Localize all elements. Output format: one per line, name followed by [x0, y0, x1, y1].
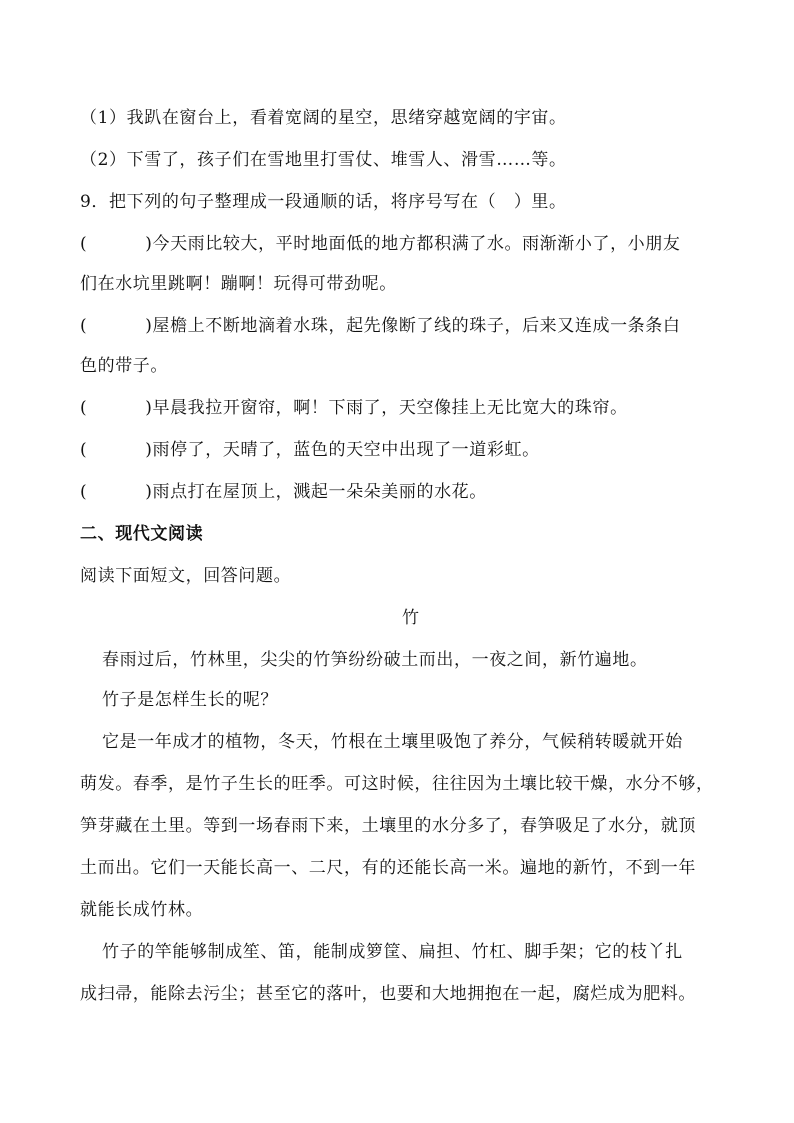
q9-item-4: [80, 440, 540, 460]
answer-paren-close: ): [145, 398, 153, 418]
q9-item-5: [80, 482, 487, 502]
q9-item-3: [80, 398, 628, 418]
article-title: 竹: [402, 608, 420, 628]
paragraph-3-line: 土而出。它们一天能长高一、二尺，有的还能长高一米。遍地的新竹，不到一年: [80, 858, 696, 878]
answer-paren-close: ): [145, 316, 153, 336]
answer-paren-open: (: [80, 482, 88, 502]
sentence-2: （2）下雪了，孩子们在雪地里打雪仗、堆雪人、滑雪……等。: [80, 150, 567, 170]
q9-item-text: 今天雨比较大，平时地面低的地方都积满了水。雨渐渐小了，小朋友: [152, 234, 681, 254]
q9-item-2-continued: 色的带子。: [80, 356, 168, 376]
paragraph-4-line: 竹子的竿能够制成笙、笛，能制成箩筐、扁担、竹杠、脚手架；它的枝丫扎: [102, 942, 683, 962]
q9-item-text: 早晨我拉开窗帘，啊！下雨了，天空像挂上无比宽大的珠帘。: [152, 398, 628, 418]
q9-item-text: 雨停了，天晴了，蓝色的天空中出现了一道彩虹。: [152, 440, 540, 460]
q9-item-text: 屋檐上不断地滴着水珠，起先像断了线的珠子，后来又连成一条条白: [152, 316, 681, 336]
paragraph-3-line: 笋芽藏在土里。等到一场春雨下来，土壤里的水分多了，春笋吸足了水分，就顶: [80, 816, 696, 836]
paragraph-2: 竹子是怎样生长的呢？: [102, 690, 278, 710]
answer-paren-open: (: [80, 398, 88, 418]
sentence-1: （1）我趴在窗台上，看着宽阔的星空，思绪穿越宽阔的宇宙。: [80, 108, 567, 128]
paragraph-3-line: 它是一年成才的植物，冬天，竹根在土壤里吸饱了养分，气候稍转暖就开始: [102, 732, 683, 752]
paragraph-4-line: 成扫帚，能除去污尘；甚至它的落叶，也要和大地拥抱在一起，腐烂成为肥料。: [80, 984, 696, 1004]
q9-item-text: 雨点打在屋顶上，溅起一朵朵美丽的水花。: [152, 482, 487, 502]
q9-item-1-continued: 们在水坑里跳啊！蹦啊！玩得可带劲呢。: [80, 274, 397, 294]
question-9-title: 9．把下列的句子整理成一段通顺的话，将序号写在（ ）里。: [80, 192, 567, 212]
q9-item-2: [80, 316, 680, 336]
paragraph-3-line: 就能长成竹林。: [80, 900, 204, 920]
reading-instruction: 阅读下面短文，回答问题。: [80, 566, 292, 586]
answer-paren-close: ): [145, 440, 153, 460]
q9-item-1: [80, 234, 680, 254]
answer-paren-open: (: [80, 234, 88, 254]
answer-paren-close: ): [145, 482, 153, 502]
paragraph-3-line: 萌发。春季，是竹子生长的旺季。可这时候，往往因为土壤比较干燥，水分不够，: [80, 774, 714, 794]
answer-paren-open: (: [80, 316, 88, 336]
section-2-heading: 二、现代文阅读: [80, 524, 204, 544]
paragraph-1: 春雨过后，竹林里，尖尖的竹笋纷纷破土而出，一夜之间，新竹遍地。: [102, 650, 648, 670]
answer-paren-close: ): [145, 234, 153, 254]
answer-paren-open: (: [80, 440, 88, 460]
